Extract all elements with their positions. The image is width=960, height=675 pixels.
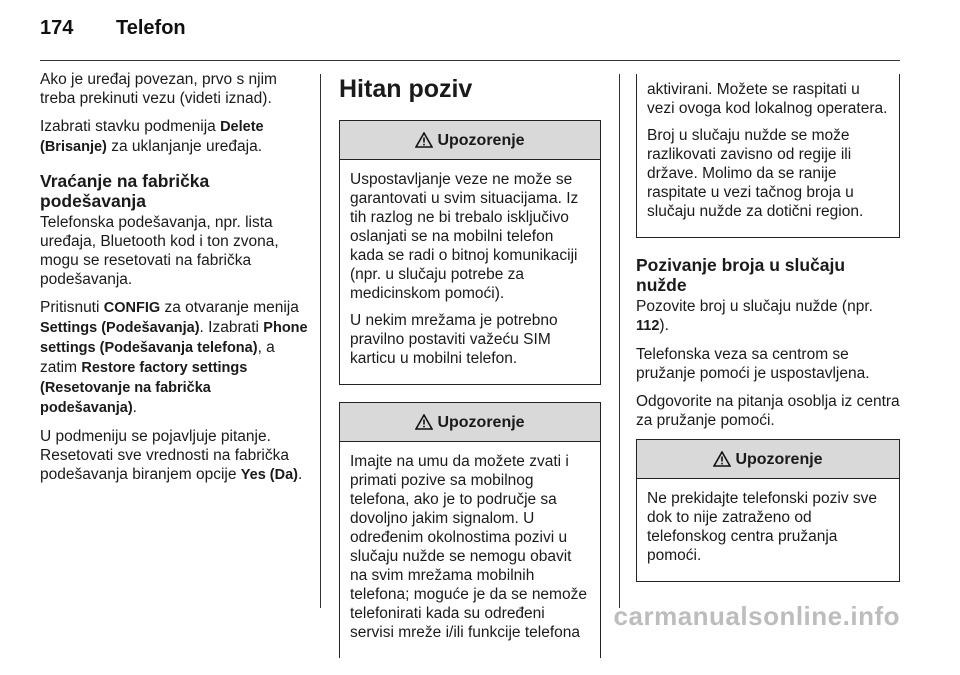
warning-label: Upozorenje — [437, 413, 525, 431]
column-divider-2 — [619, 74, 620, 608]
paragraph: Uspostavljanje veze ne može se garantovati u svim situacijama. Iz tih razlog ne bi trebalo isključivo oslanjati se na mobilni telefon kada se radi o bitnoj komunikaciji (npr. u slučaju potrebe za medicinskom pomoći). — [350, 171, 579, 302]
paragraph: Ako je uređaj povezan, prvo s njim treba prekinuti vezu (videti iznad). — [40, 71, 277, 107]
section-title: Hitan poziv — [339, 75, 473, 103]
chapter-title: Telefon — [116, 17, 186, 39]
text: U podmeniju se pojavljuje pitanje. Resetovati sve vrednosti na fabrička podešavanja biranjem opcije — [40, 428, 289, 483]
warning-body — [637, 74, 899, 237]
section-heading: Pozivanje broja u slučaju nužde — [636, 255, 846, 295]
paragraph — [40, 117, 308, 157]
paragraph: U nekim mrežama je potrebno pravilno postaviti važeću SIM karticu u mobilni telefon. — [350, 312, 558, 367]
warning-header — [637, 440, 899, 479]
menu-key: Restore factory settings (Resetovanje na fabrička podešavanja) — [40, 360, 248, 416]
section-heading: Vraćanje na fabrička podešavanja — [40, 171, 210, 211]
text: Pritisnuti — [40, 299, 104, 316]
warning-icon — [713, 451, 731, 467]
warning-box — [636, 439, 900, 582]
warning-header — [340, 121, 600, 160]
paragraph: Ne prekidajte telefonski poziv sve dok to nije zatraženo od telefonskog centra pružanja pomoći. — [647, 490, 878, 564]
menu-key: Delete (Brisanje) — [40, 119, 264, 155]
warning-body — [340, 442, 600, 658]
warning-body — [340, 160, 600, 384]
column-3 — [636, 74, 900, 599]
column-divider-1 — [320, 74, 321, 608]
paragraph — [40, 298, 308, 418]
warning-box — [339, 402, 601, 658]
column-1 — [40, 70, 308, 494]
paragraph: aktivirani. Možete se raspitati u vezi ovoga kod lokalnog operatera. — [647, 81, 888, 117]
text: . — [132, 399, 137, 416]
text: Pozovite broj u slučaju nužde (npr. — [636, 298, 873, 315]
text: , a zatim — [40, 339, 275, 376]
text: . Izabrati — [199, 319, 264, 336]
menu-key: CONFIG — [103, 300, 161, 316]
page-header — [40, 17, 186, 40]
header-rule — [40, 60, 900, 61]
text: ). — [659, 317, 669, 334]
watermark: carmanualsonline.info — [613, 601, 900, 631]
text: Izabrati stavku podmenija — [40, 118, 221, 135]
paragraph: Broj u slučaju nužde se može razlikovati zavisno od regije ili države. Molimo da se ranije raspitate u vezi tačnog broja u slučaju nužde za dotični region. — [647, 127, 864, 220]
warning-box — [339, 120, 601, 385]
menu-key: Phone settings (Podešavanja telefona) — [40, 320, 308, 356]
emergency-number: 112 — [636, 318, 660, 334]
text: za otvaranje menija — [160, 299, 299, 316]
paragraph: Telefonska podešavanja, npr. lista uređaja, Bluetooth kod i ton zvona, mogu se resetovati na fabrička podešavanja. — [40, 214, 279, 288]
warning-box-continued — [636, 74, 900, 238]
menu-key: Settings (Podešavanja) — [40, 320, 200, 336]
warning-body — [637, 479, 899, 581]
text: za uklanjanje uređaja. — [106, 138, 262, 155]
column-2 — [339, 70, 601, 675]
warning-label: Upozorenje — [437, 131, 525, 149]
paragraph: Telefonska veza sa centrom se pružanje pomoći je uspostavljena. — [636, 346, 870, 382]
warning-header — [340, 403, 600, 442]
warning-label: Upozorenje — [735, 450, 823, 468]
menu-key: Yes (Da) — [240, 467, 299, 483]
paragraph: Imajte na umu da možete zvati i primati pozive sa mobilnog telefona, ako je to područje sa dovoljno jakim signalom. U određenim okolnostima pozivi u slučaju nužde se nemogu obavit na svim mrežama mobilnih telefona; moguće je da se nemože telefonirati kada su određeni servisi mreže i/ili funkcije telefona — [350, 453, 587, 641]
paragraph — [40, 427, 308, 485]
warning-icon — [415, 132, 433, 148]
page-number: 174 — [40, 17, 74, 39]
text: . — [298, 466, 303, 483]
paragraph — [636, 297, 900, 336]
warning-icon — [415, 414, 433, 430]
paragraph: Odgovorite na pitanja osoblja iz centra za pružanje pomoći. — [636, 393, 900, 429]
